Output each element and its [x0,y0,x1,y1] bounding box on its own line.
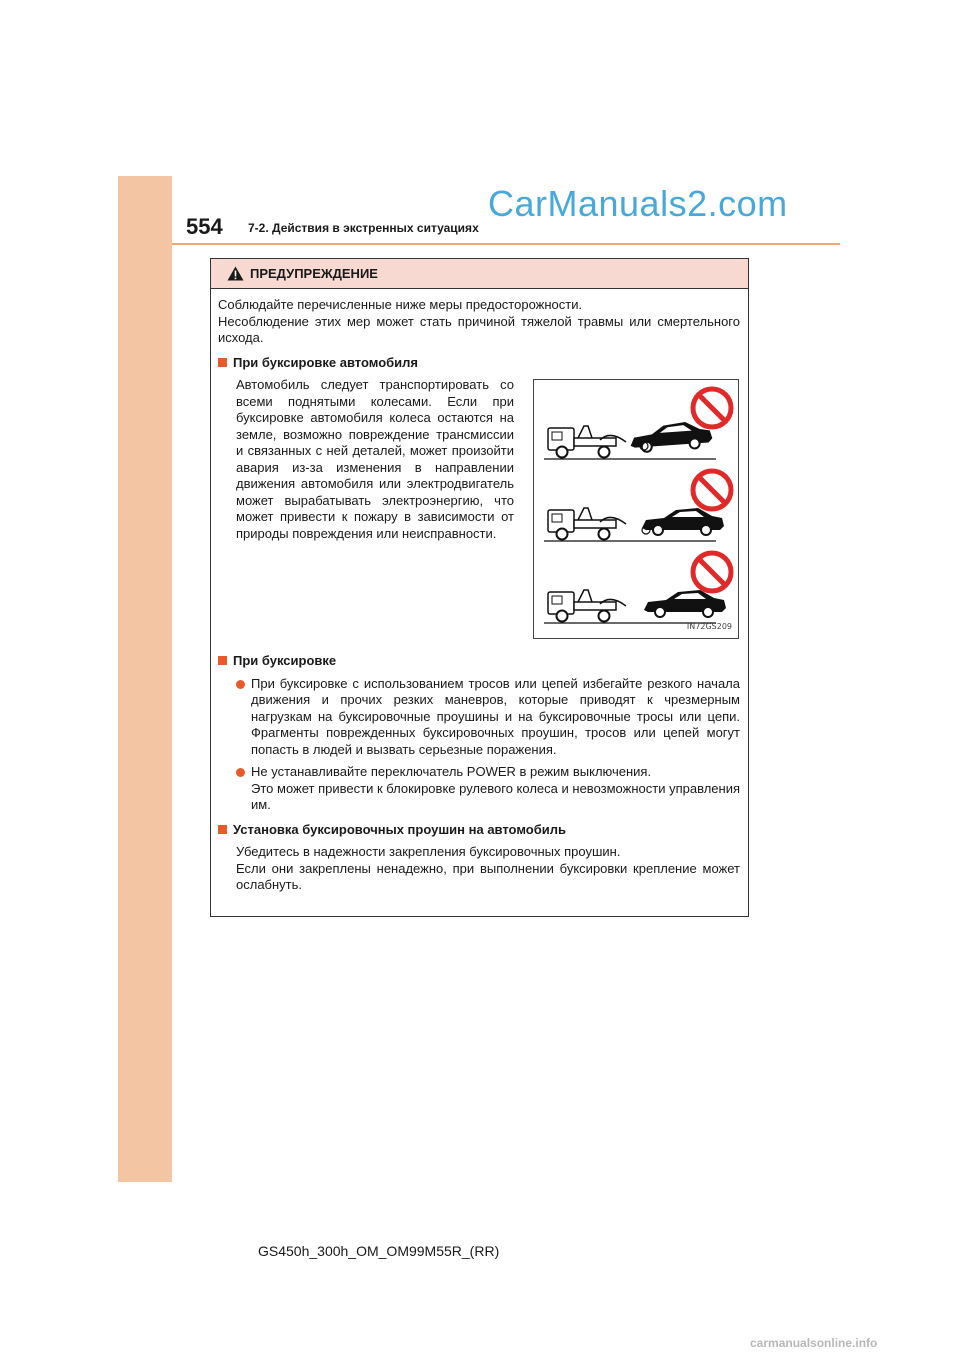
tow-eyelet-text [236,844,740,894]
vehicle-towing-text: Автомобиль следует транспортировать со всеми поднятыми колесами. Если при буксировке автомобиля колеса остаются на земле, возможно повреждение трансмиссии и связанных с ней деталей, может произойти авария из-за изменения в направлении движения автомобиля или электродвигатель может вырабатывать электроэнергию, что может привести к пожару в зависимости от природы повреждения или неисправности. [236,377,514,541]
subheading-vehicle-towing [218,355,740,372]
warning-header [211,259,748,289]
dot-bullet-icon [236,680,245,689]
intro-line: Несоблюдение этих мер может стать причиной тяжелой травмы или смертельного исхода. [218,313,740,345]
figure-code: IN72GS209 [686,621,732,631]
square-bullet-icon [218,656,227,665]
prohibition-icon-3 [693,553,731,591]
prohibition-icon-2 [693,471,731,509]
watermark-top[interactable]: CarManuals2.com [488,183,788,224]
square-bullet-icon [218,825,227,834]
warning-triangle-icon [227,266,244,281]
subheading-text: При буксировке [233,653,337,668]
bullet-line: Не устанавливайте переключатель POWER в режим выключения. [251,764,652,779]
subheading-tow-eyelet [218,822,740,839]
warning-title: ПРЕДУПРЕЖДЕНИЕ [250,266,378,281]
dot-bullet-icon [236,768,245,777]
tow-truck-illustration [534,380,738,638]
footer-model-code: GS450h_300h_OM_OM99M55R_(RR) [258,1243,500,1259]
bullet-text [251,764,740,814]
warning-box [210,258,749,917]
bullet-text: При буксировке с использованием тросов или цепей избегайте резкого начала движения и прочих резких маневров, которые приводят к чрезмерным нагрузкам на буксировочные проушины и на буксировочные тросы или цепи. Фрагменты поврежденных буксировочных проушин, тросов или цепей могут попасть в людей и вызвать серьезные поражения. [251,675,740,757]
prohibition-icon-1 [693,389,731,427]
warning-body [211,289,748,894]
tow-scene-1 [544,420,716,459]
tow-scene-2 [544,508,724,541]
page-number: 554 [186,214,223,239]
section-title: 7-2. Действия в экстренных ситуациях [248,221,479,235]
para-line: Убедитесь в надежности закрепления буксировочных проушин. [236,844,621,859]
intro-line: Соблюдайте перечисленные ниже меры предосторожности. [218,297,583,312]
bullet-line: Это может привести к блокировке рулевого колеса и невозможности управления им. [251,780,740,812]
towing-bullet-1 [236,676,740,759]
towing-figure [533,379,739,639]
square-bullet-icon [218,358,227,367]
subheading-text: При буксировке автомобиля [233,354,419,370]
warning-intro [218,297,740,347]
vehicle-towing-row [218,377,740,639]
side-band [118,176,172,1182]
subheading-text: Установка буксировочных проушин на автомобиль [233,821,566,837]
towing-bullet-2 [236,764,740,814]
para-line: Если они закреплены ненадежно, при выполнении буксировки крепление может ослабнуть. [236,860,740,892]
subheading-towing [218,653,740,670]
header-rule [172,243,840,245]
watermark-bottom[interactable]: carmanualsonline.info [750,1336,878,1350]
